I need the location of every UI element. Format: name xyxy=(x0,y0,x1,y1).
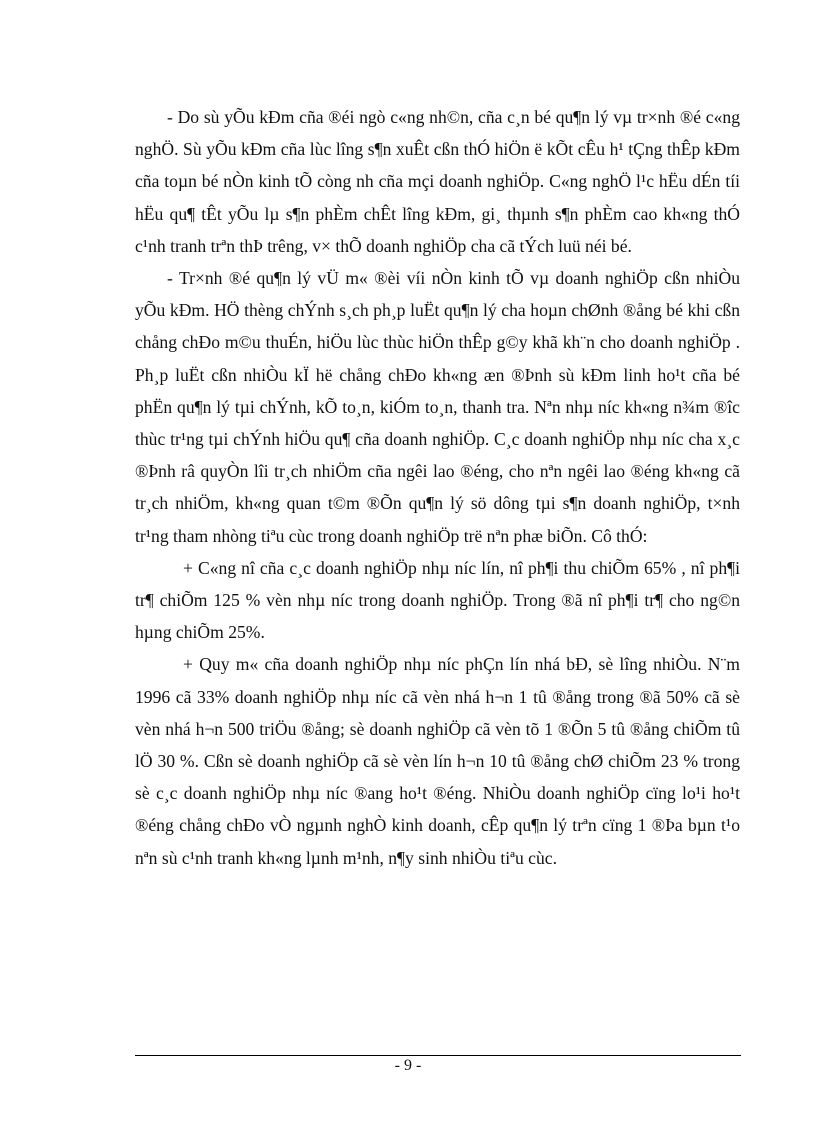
footer-divider xyxy=(135,1055,741,1056)
paragraph-3: + C«ng nî cña c¸c doanh nghiÖp nhµ níc lín, nî ph¶i thu chiÕm 65% , nî ph¶i tr¶ chiÕm 125 % vèn nhµ níc trong doanh nghiÖp. Trong ®ã nî ph¶i tr¶ cho ng©n hµng chiÕm 25%. xyxy=(135,557,740,643)
paragraph-2: - Tr×nh ®é qu¶n lý vÜ m« ®èi víi nÒn kinh tÕ vµ doanh nghiÖp cßn nhiÒu yÕu kÐm. HÖ thèng chÝnh s¸ch ph¸p luËt qu¶n lý cha hoµn chØnh ®ång bé khi cßn chång chÐo m©u thuÉn, hiÖu lùc thùc hiÖn thÊp g©y khã kh¨n cho doanh nghiÖp . Ph¸p luËt cßn nhiÒu kÏ hë chång chÐo kh«ng æn ®Þnh sù kÐm linh ho¹t cña bé phËn qu¶n lý tµi chÝnh, kÕ to¸n, kiÓm to¸n, thanh tra. Nªn nhµ níc kh«ng n¾m ®îc thùc tr¹ng tµi chÝnh hiÖu qu¶ cña doanh nghiÖp. C¸c doanh nghiÖp nhµ níc cha x¸c ®Þnh râ quyÒn lîi tr¸ch nhiÖm cña ngêi lao ®éng, cho nªn ngêi lao ®éng kh«ng cã tr¸ch nhiÖm, kh«ng quan t©m ®Õn qu¶n lý sö dông tµi s¶n doanh nghiÖp, t×nh tr¹ng tham nhòng tiªu cùc trong doanh nghiÖp trë nªn phæ biÕn. Cô thÓ: xyxy=(135,268,740,546)
page-number: - 9 - xyxy=(394,1057,422,1074)
paragraph-1: - Do sù yÕu kÐm cña ®éi ngò c«ng nh©n, cña c¸n bé qu¶n lý vµ tr×nh ®é c«ng nghÖ. Sù yÕu kÐm cña lùc lîng s¶n xuÊt cßn thÓ hiÖn ë kÕt cÊu h¹ tÇng thÊp kÐm cña toµn bé nÒn kinh tÕ còng nh cña mçi doanh nghiÖp. C«ng nghÖ l¹c hËu dÉn tíi hËu qu¶ tÊt yÕu lµ s¶n phÈm chÊt lîng kÐm, gi¸ thµnh s¶n phÈm cao kh«ng thÓ c¹nh tranh trªn thÞ trêng, v× thÕ doanh nghiÖp cha cã tÝch luü néi bé. xyxy=(135,107,740,256)
document-body xyxy=(135,101,740,874)
paragraph-4: + Quy m« cña doanh nghiÖp nhµ níc phÇn lín nhá bÐ, sè lîng nhiÒu. N¨m 1996 cã 33% doanh nghiÖp nhµ níc cã vèn nhá h¬n 1 tû ®ång trong ®ã 50% cã sè vèn nhá h¬n 500 triÖu ®ång; sè doanh nghiÖp cã vèn tõ 1 ®Õn 5 tû ®ång chiÕm tû lÖ 30 %. Cßn sè doanh nghiÖp cã sè vèn lín h¬n 10 tû ®ång chØ chiÕm 23 % trong sè c¸c doanh nghiÖp nhµ níc ®ang ho¹t ®éng. NhiÒu doanh nghiÖp cïng lo¹i ho¹t ®éng chång chÐo vÒ ngµnh nghÒ kinh doanh, cÊp qu¶n lý trªn cïng 1 ®Þa bµn t¹o nªn sù c¹nh tranh kh«ng lµnh m¹nh, n¶y sinh nhiÒu tiªu cùc. xyxy=(135,654,740,868)
